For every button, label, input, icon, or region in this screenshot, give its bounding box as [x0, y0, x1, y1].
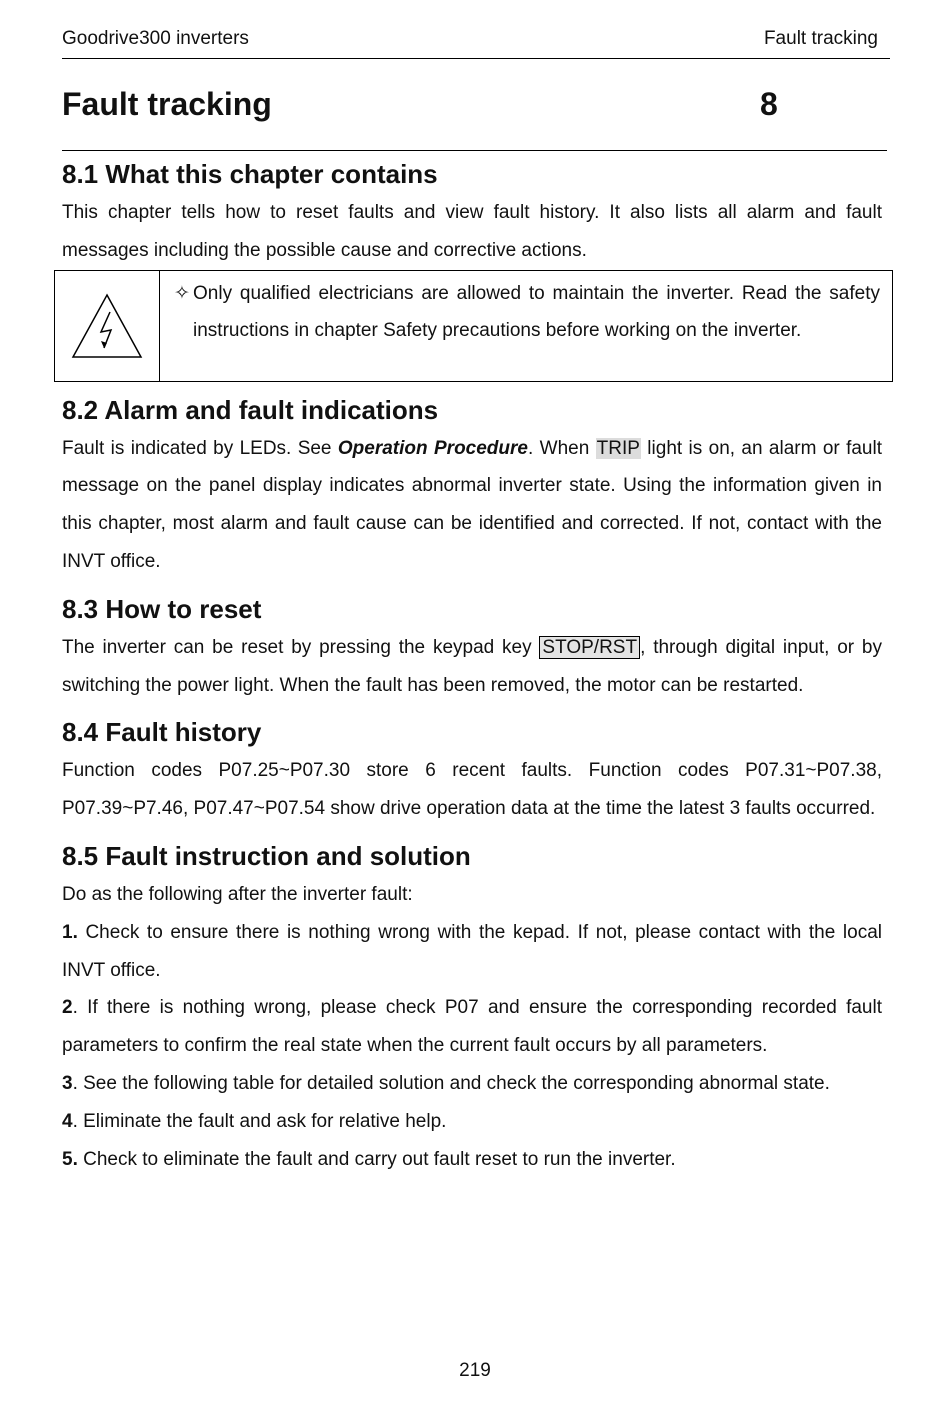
page-content [62, 154, 882, 1178]
step-number: 4 [62, 1110, 73, 1132]
chapter-title-text: Fault tracking [62, 86, 272, 122]
trip-indicator-label: TRIP [596, 437, 640, 459]
section-heading-8-4: 8.4 Fault history [62, 717, 262, 748]
step-number: 2 [62, 997, 73, 1019]
text-run: Fault is indicated by LEDs. See [62, 437, 338, 459]
step-text: Check to eliminate the fault and carry out fault reset to run the inverter. [77, 1148, 676, 1170]
section-heading-8-1: 8.1 What this chapter contains [62, 159, 438, 189]
section-8-2-paragraph [62, 430, 882, 581]
step-item [62, 1103, 882, 1141]
safety-warning-box [54, 270, 893, 382]
warning-bullet-icon: ✧ [174, 282, 190, 304]
page-number: 219 [459, 1360, 491, 1381]
step-number: 1. [62, 921, 78, 943]
section-8-3-paragraph [62, 629, 882, 705]
step-text: . Eliminate the fault and ask for relative help. [72, 1110, 447, 1132]
chapter-number: 8 [760, 86, 778, 122]
step-number: 5. [62, 1148, 78, 1170]
chapter-title [62, 86, 887, 151]
step-text: . See the following table for detailed solution and check the corresponding abnormal state. [72, 1072, 830, 1094]
section-8-4-paragraph: Function codes P07.25~P07.30 store 6 recent faults. Function codes P07.31~P07.38, P07.39~P7.46, P07.47~P07.54 show drive operation data at the time the latest 3 faults occurred. [62, 760, 882, 820]
step-item [62, 989, 882, 1065]
step-number: 3 [62, 1072, 73, 1094]
text-run: The inverter can be reset by pressing the keypad key [62, 636, 540, 658]
section-heading-8-5: 8.5 Fault instruction and solution [62, 840, 471, 871]
section-8-1-paragraph: This chapter tells how to reset faults and view fault history. It also lists all alarm and fault messages including the possible cause and corrective actions. [62, 202, 882, 261]
section-8-5-intro: Do as the following after the inverter fault: [62, 883, 413, 905]
stop-rst-key-label: STOP/RST [539, 636, 640, 659]
step-text: . If there is nothing wrong, please check P07 and ensure the corresponding recorded fault parameters to confirm the real state when the current fault occurs by all parameters. [62, 997, 882, 1057]
operation-procedure-ref: Operation Procedure [337, 437, 528, 459]
step-item [62, 1141, 882, 1179]
header-left: Goodrive300 inverters [62, 28, 249, 49]
warning-text: Only qualified electricians are allowed to maintain the inverter. Read the safety instructions in chapter Safety precautions before working on the inverter. [193, 282, 880, 341]
text-run: . When [527, 437, 596, 459]
header-right: Fault tracking [763, 28, 878, 49]
page-header [62, 28, 890, 59]
section-heading-8-2: 8.2 Alarm and fault indications [62, 394, 439, 425]
step-item [62, 914, 882, 990]
section-heading-8-3: 8.3 How to reset [62, 593, 262, 624]
step-text: Check to ensure there is nothing wrong with the kepad. If not, please contact with the local INVT office. [62, 921, 882, 981]
warning-text-cell [160, 271, 892, 381]
step-item [62, 1065, 882, 1103]
text-run: light is on, an alarm or fault message on the panel display indicates abnormal inverter state. Using the information given in this chapter, most alarm and fault cause can be identified and corrected. If not, contact with the INVT office. [62, 437, 882, 572]
electric-hazard-icon [70, 292, 144, 360]
warning-icon-cell [55, 271, 160, 381]
text-run: , through digital input, or by switching the power light. When the fault has been removed, the motor can be restarted. [62, 636, 882, 696]
